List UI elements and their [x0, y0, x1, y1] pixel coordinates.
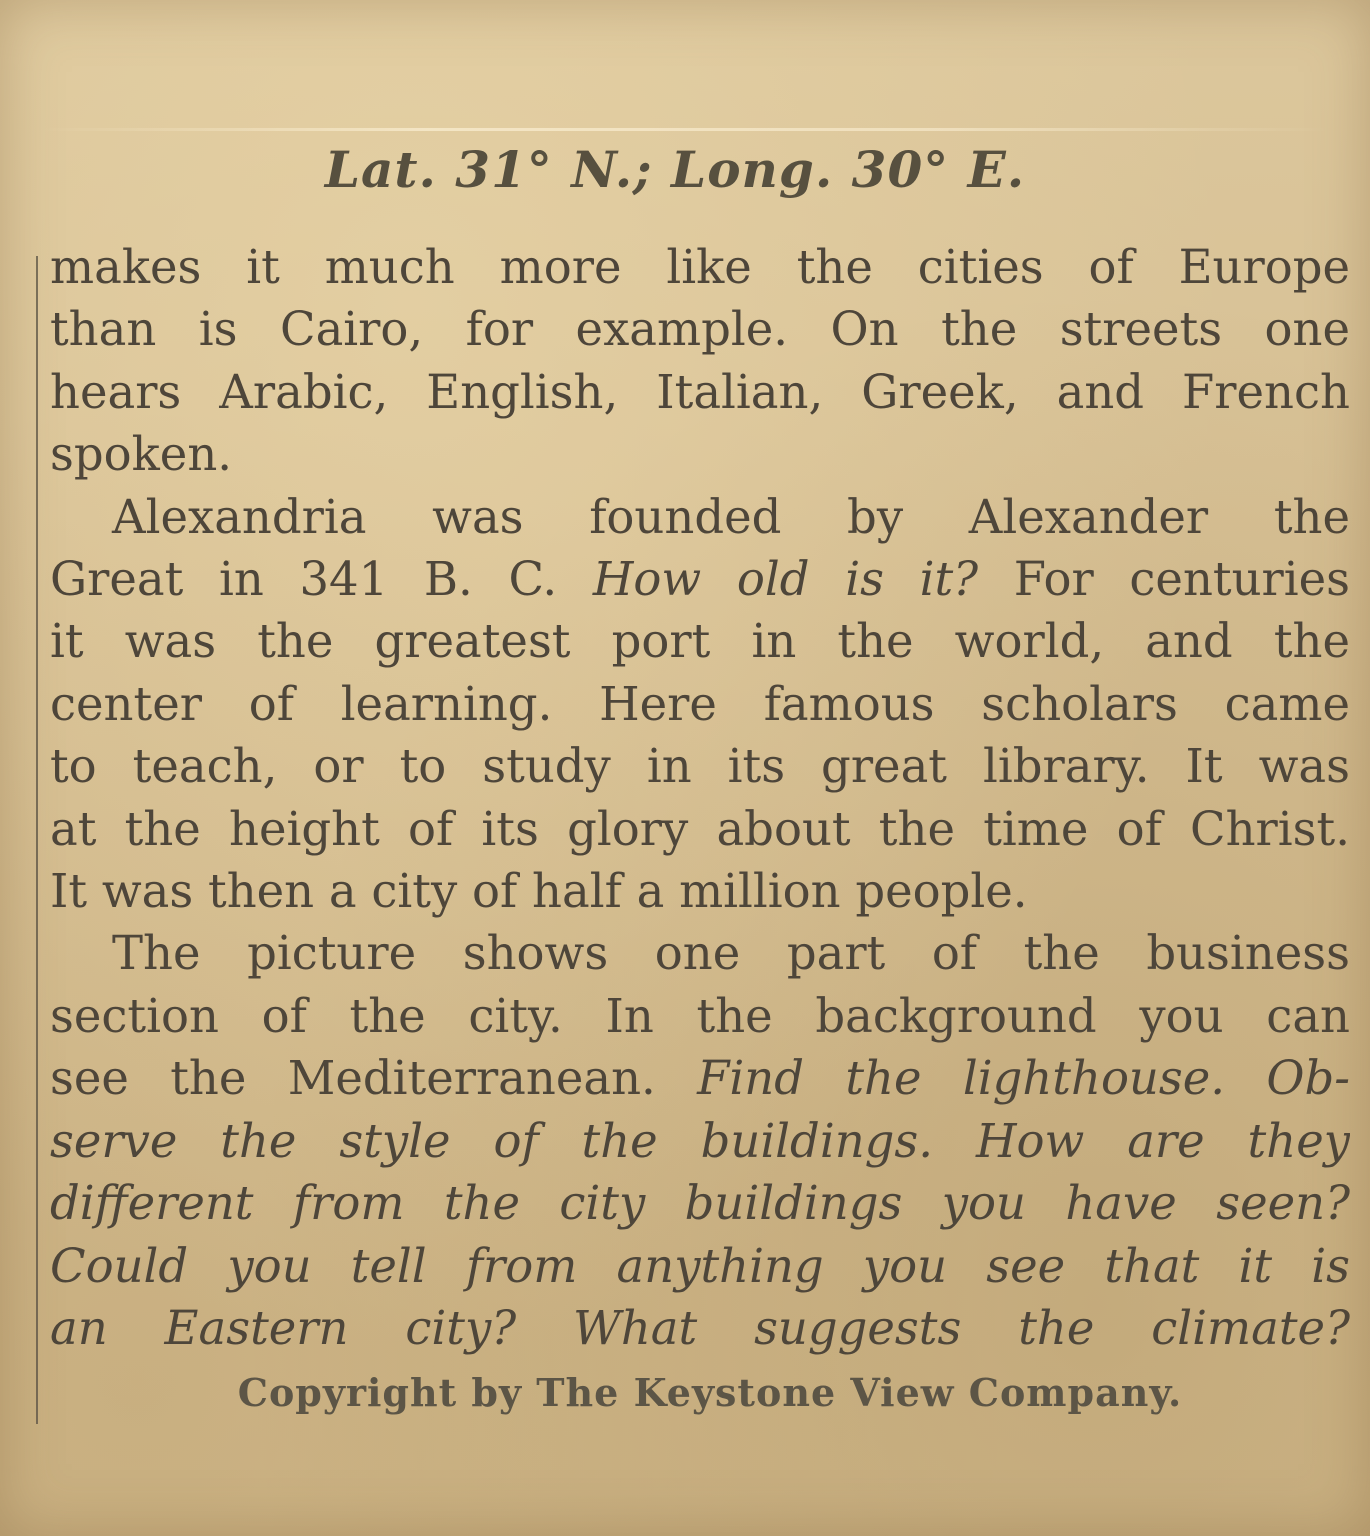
- text-span: Great in 341 B. C.: [50, 552, 558, 607]
- text-line: than is Cairo, for example. On the streets one: [50, 302, 1350, 357]
- text-line-italic: serve the style of the buildings. How are they: [50, 1113, 1350, 1168]
- text-line-italic: Could you tell from anything you see that it is: [50, 1238, 1350, 1293]
- copyright-notice: Copyright by The Keystone View Company.: [237, 1370, 1183, 1415]
- text-line: It was then a city of half a million people.: [50, 864, 1028, 919]
- text-line: it was the greatest port in the world, and the: [50, 614, 1350, 669]
- text-line: The picture shows one part of the business: [112, 926, 1350, 981]
- question-span: How old is it?: [592, 552, 979, 607]
- text-line-mixed: [50, 548, 1350, 610]
- question-span: Find the lighthouse. Ob-: [697, 1051, 1350, 1106]
- text-line: section of the city. In the background you can: [50, 988, 1350, 1043]
- text-line-mixed: [50, 1047, 1350, 1109]
- description-text: [50, 236, 1350, 1359]
- paper-crease: [40, 128, 1330, 131]
- text-line-italic: different from the city buildings you have seen?: [50, 1176, 1350, 1231]
- text-span: For centuries: [1013, 552, 1350, 607]
- text-line: Alexandria was founded by Alexander the: [112, 489, 1350, 544]
- text-line: makes it much more like the cities of Europe: [50, 240, 1350, 294]
- text-line: spoken.: [50, 427, 233, 482]
- text-line: hears Arabic, English, Italian, Greek, and French: [50, 364, 1350, 419]
- margin-rule: [36, 256, 38, 1424]
- text-line: at the height of its glory about the time of Christ.: [50, 801, 1350, 856]
- text-span: see the Mediterranean.: [50, 1051, 656, 1106]
- text-line: center of learning. Here famous scholars came: [50, 676, 1350, 731]
- text-line: to teach, or to study in its great library. It was: [50, 739, 1350, 794]
- text-line-italic: an Eastern city? What suggests the climate?: [50, 1300, 1350, 1355]
- coordinates-heading: Lat. 31° N.; Long. 30° E.: [324, 140, 1026, 199]
